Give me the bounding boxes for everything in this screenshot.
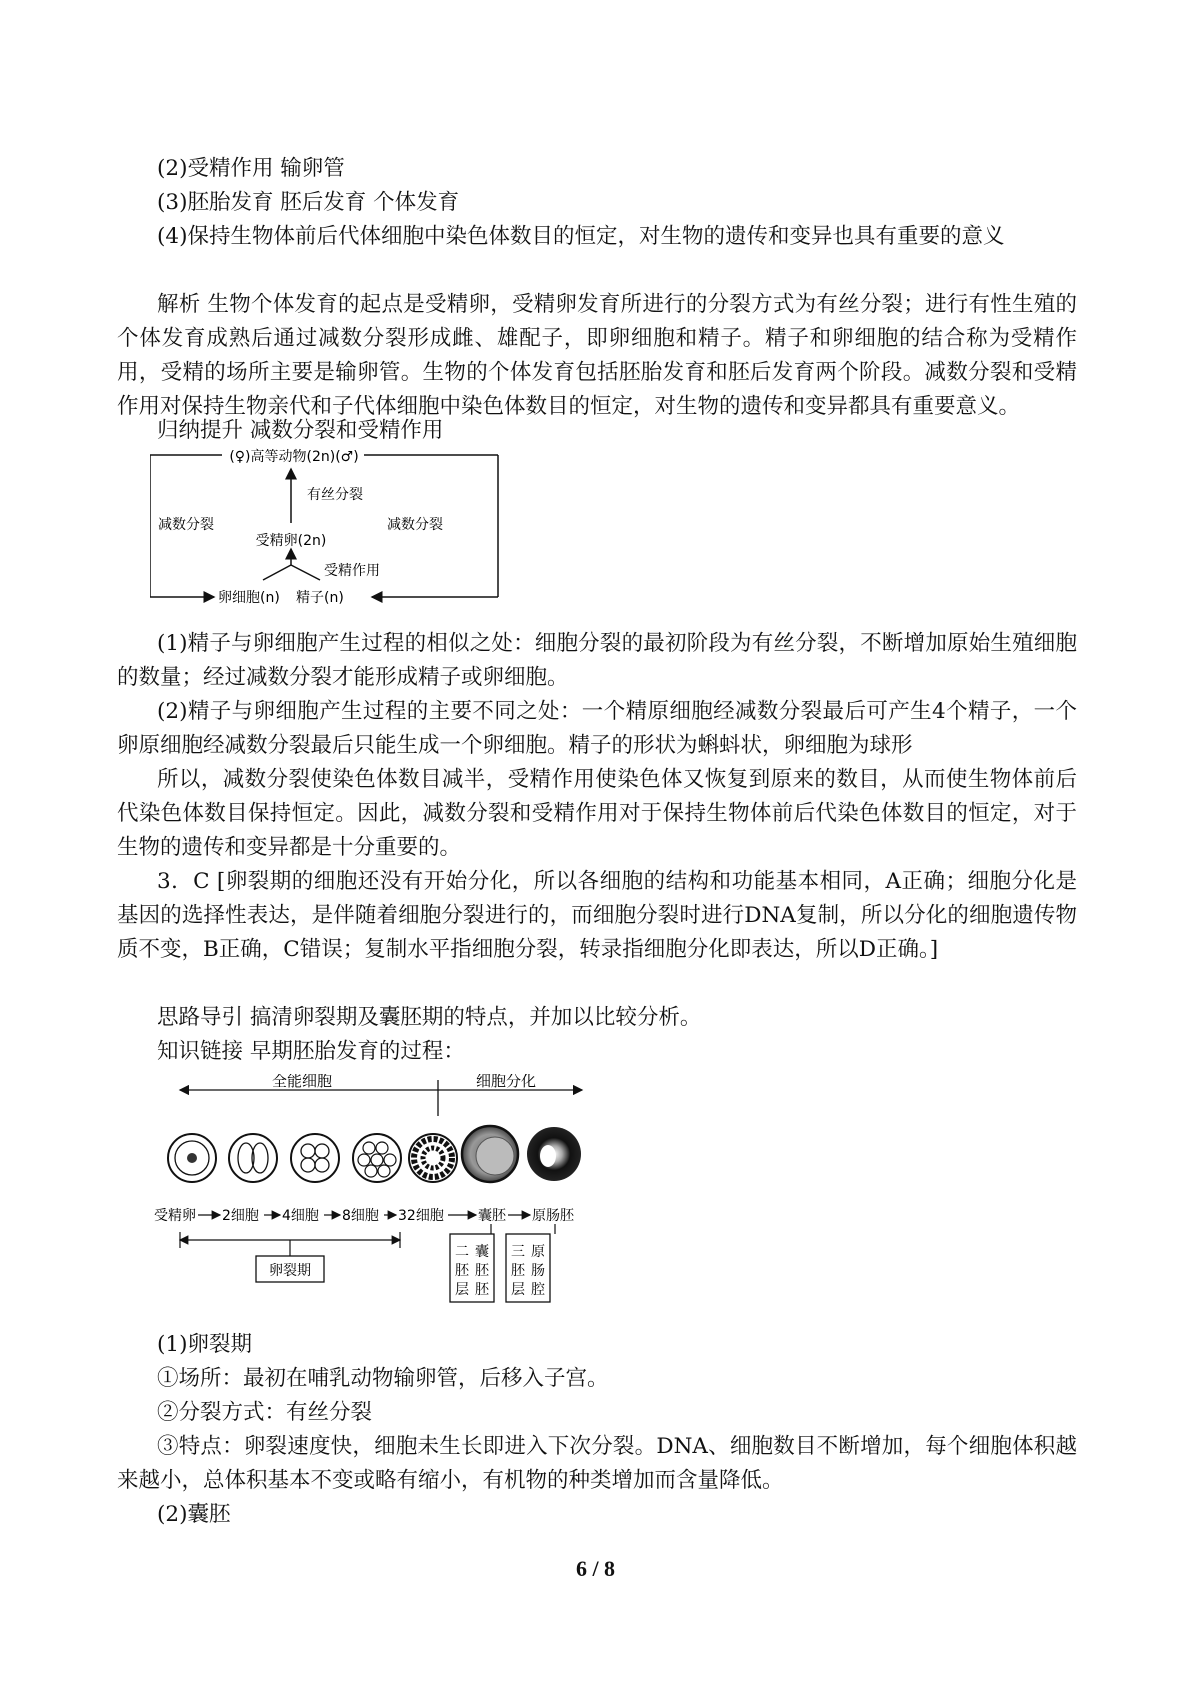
box-a-char: 胚 xyxy=(455,1263,469,1279)
box-a-char: 胚 xyxy=(475,1263,489,1279)
box-b-char: 原 xyxy=(531,1244,545,1260)
diagram1-sperm-label: 精子(n) xyxy=(296,590,344,606)
point-2: (2)精子与卵细胞产生过程的主要不同之处：一个精原细胞经减数分裂最后可产生4个精子，一个卵原细胞经减数分裂最后只能生成一个卵细胞。精子的形状为蝌蚪状，卵细胞为球形 xyxy=(117,699,1077,758)
stage-gastrula: 原肠胚 xyxy=(532,1208,574,1224)
summary-title: 归纳提升 减数分裂和受精作用 xyxy=(157,418,444,443)
stage-zygote: 受精卵 xyxy=(154,1208,196,1224)
two-cell-stage xyxy=(229,1134,277,1182)
differentiation-label: 细胞分化 xyxy=(475,1074,537,1090)
diagram1-egg-label: 卵细胞(n) xyxy=(218,590,280,606)
embryo-development-diagram xyxy=(150,1074,590,1318)
stage-blastocyst: 囊胚 xyxy=(478,1208,506,1224)
cleavage-item-2: ②分裂方式：有丝分裂 xyxy=(157,1400,373,1425)
point-1: (1)精子与卵细胞产生过程的相似之处：细胞分裂的最初阶段为有丝分裂，不断增加原始生殖细胞的数量；经过减数分裂才能形成精子或卵细胞。 xyxy=(117,631,1077,690)
answer-4: (4)保持生物体前后代体细胞中染色体数目的恒定，对生物的遗传和变异也具有重要的意义 xyxy=(157,224,1005,249)
stage-2-cell: 2细胞 xyxy=(222,1208,259,1224)
question-3-answer: 3．C [卵裂期的细胞还没有开始分化，所以各细胞的结构和功能基本相同，A正确；细胞分化是基因的选择性表达，是伴随着细胞分裂进行的，而细胞分裂时进行DNA复制，所以分化的细胞遗传物质不变，B正确，C错误；复制水平指细胞分裂，转录指细胞分化即表达，所以D正确。] xyxy=(117,869,1077,962)
blastocyst-section-title: (2)囊胚 xyxy=(157,1502,231,1527)
diagram1-meiosis-left: 减数分裂 xyxy=(158,517,214,533)
cleavage-period-label: 卵裂期 xyxy=(269,1263,311,1279)
page-number: 6 / 8 xyxy=(575,1556,616,1581)
four-cell-stage xyxy=(291,1134,339,1182)
box-a-char: 二 xyxy=(455,1244,469,1260)
totipotent-label: 全能细胞 xyxy=(271,1074,333,1090)
diagram1-fertilization-label: 受精作用 xyxy=(324,563,380,579)
knowledge-link: 知识链接 早期胚胎发育的过程： xyxy=(157,1039,465,1064)
thinking-hint: 思路导引 搞清卵裂期及囊胚期的特点，并加以比较分析。 xyxy=(157,1005,702,1030)
diagram1-meiosis-right: 减数分裂 xyxy=(387,517,443,533)
thirty-two-cell-stage xyxy=(409,1134,457,1182)
stage-8-cell: 8细胞 xyxy=(342,1208,379,1224)
box-a-char: 囊 xyxy=(475,1244,489,1260)
box-b-char: 三 xyxy=(511,1244,525,1260)
analysis-paragraph: 解析 生物个体发育的起点是受精卵，受精卵发育所进行的分裂方式为有丝分裂；进行有性生殖的个体发育成熟后通过减数分裂形成雌、雄配子，即卵细胞和精子。精子和卵细胞的结合称为受精作用，受精的场所主要是输卵管。生物的个体发育包括胚胎发育和胚后发育两个阶段。减数分裂和受精作用对保持生物亲代和子代体细胞中染色体数目的恒定，对生物的遗传和变异都具有重要意义。 xyxy=(117,292,1077,419)
meiosis-fertilization-diagram xyxy=(150,447,500,617)
box-a-char: 层 xyxy=(455,1282,469,1298)
diagram1-mitosis-label: 有丝分裂 xyxy=(307,487,363,503)
box-b-char: 层 xyxy=(511,1282,525,1298)
box-b-char: 腔 xyxy=(531,1282,545,1298)
answer-3: (3)胚胎发育 胚后发育 个体发育 xyxy=(157,190,460,215)
diagram1-top-label: (♀)高等动物(2n)(♂) xyxy=(229,449,359,465)
cleavage-item-3: ③特点：卵裂速度快，细胞未生长即进入下次分裂。DNA、细胞数目不断增加，每个细胞体积越来越小，总体积基本不变或略有缩小，有机物的种类增加而含量降低。 xyxy=(117,1434,1077,1493)
box-a-char: 胚 xyxy=(475,1282,489,1298)
answer-2: (2)受精作用 输卵管 xyxy=(157,156,345,181)
cleavage-item-1: ①场所：最初在哺乳动物输卵管，后移入子宫。 xyxy=(157,1366,609,1391)
box-b-char: 肠 xyxy=(531,1263,545,1279)
gastrula-image xyxy=(527,1127,581,1181)
blastocyst-image xyxy=(462,1126,518,1182)
cleavage-section-title: (1)卵裂期 xyxy=(157,1332,252,1357)
zygote-cell xyxy=(168,1134,216,1182)
point-3: 所以，减数分裂使染色体数目减半，受精作用使染色体又恢复到原来的数目，从而使生物体前后代染色体数目保持恒定。因此，减数分裂和受精作用对于保持生物体前后代染色体数目的恒定，对于生物的遗传和变异都是十分重要的。 xyxy=(117,767,1077,860)
stage-4-cell: 4细胞 xyxy=(282,1208,319,1224)
eight-cell-stage xyxy=(353,1134,401,1182)
diagram1-zygote-label: 受精卵(2n) xyxy=(255,533,327,549)
box-b-char: 胚 xyxy=(511,1263,525,1279)
stage-32-cell: 32细胞 xyxy=(398,1208,444,1224)
